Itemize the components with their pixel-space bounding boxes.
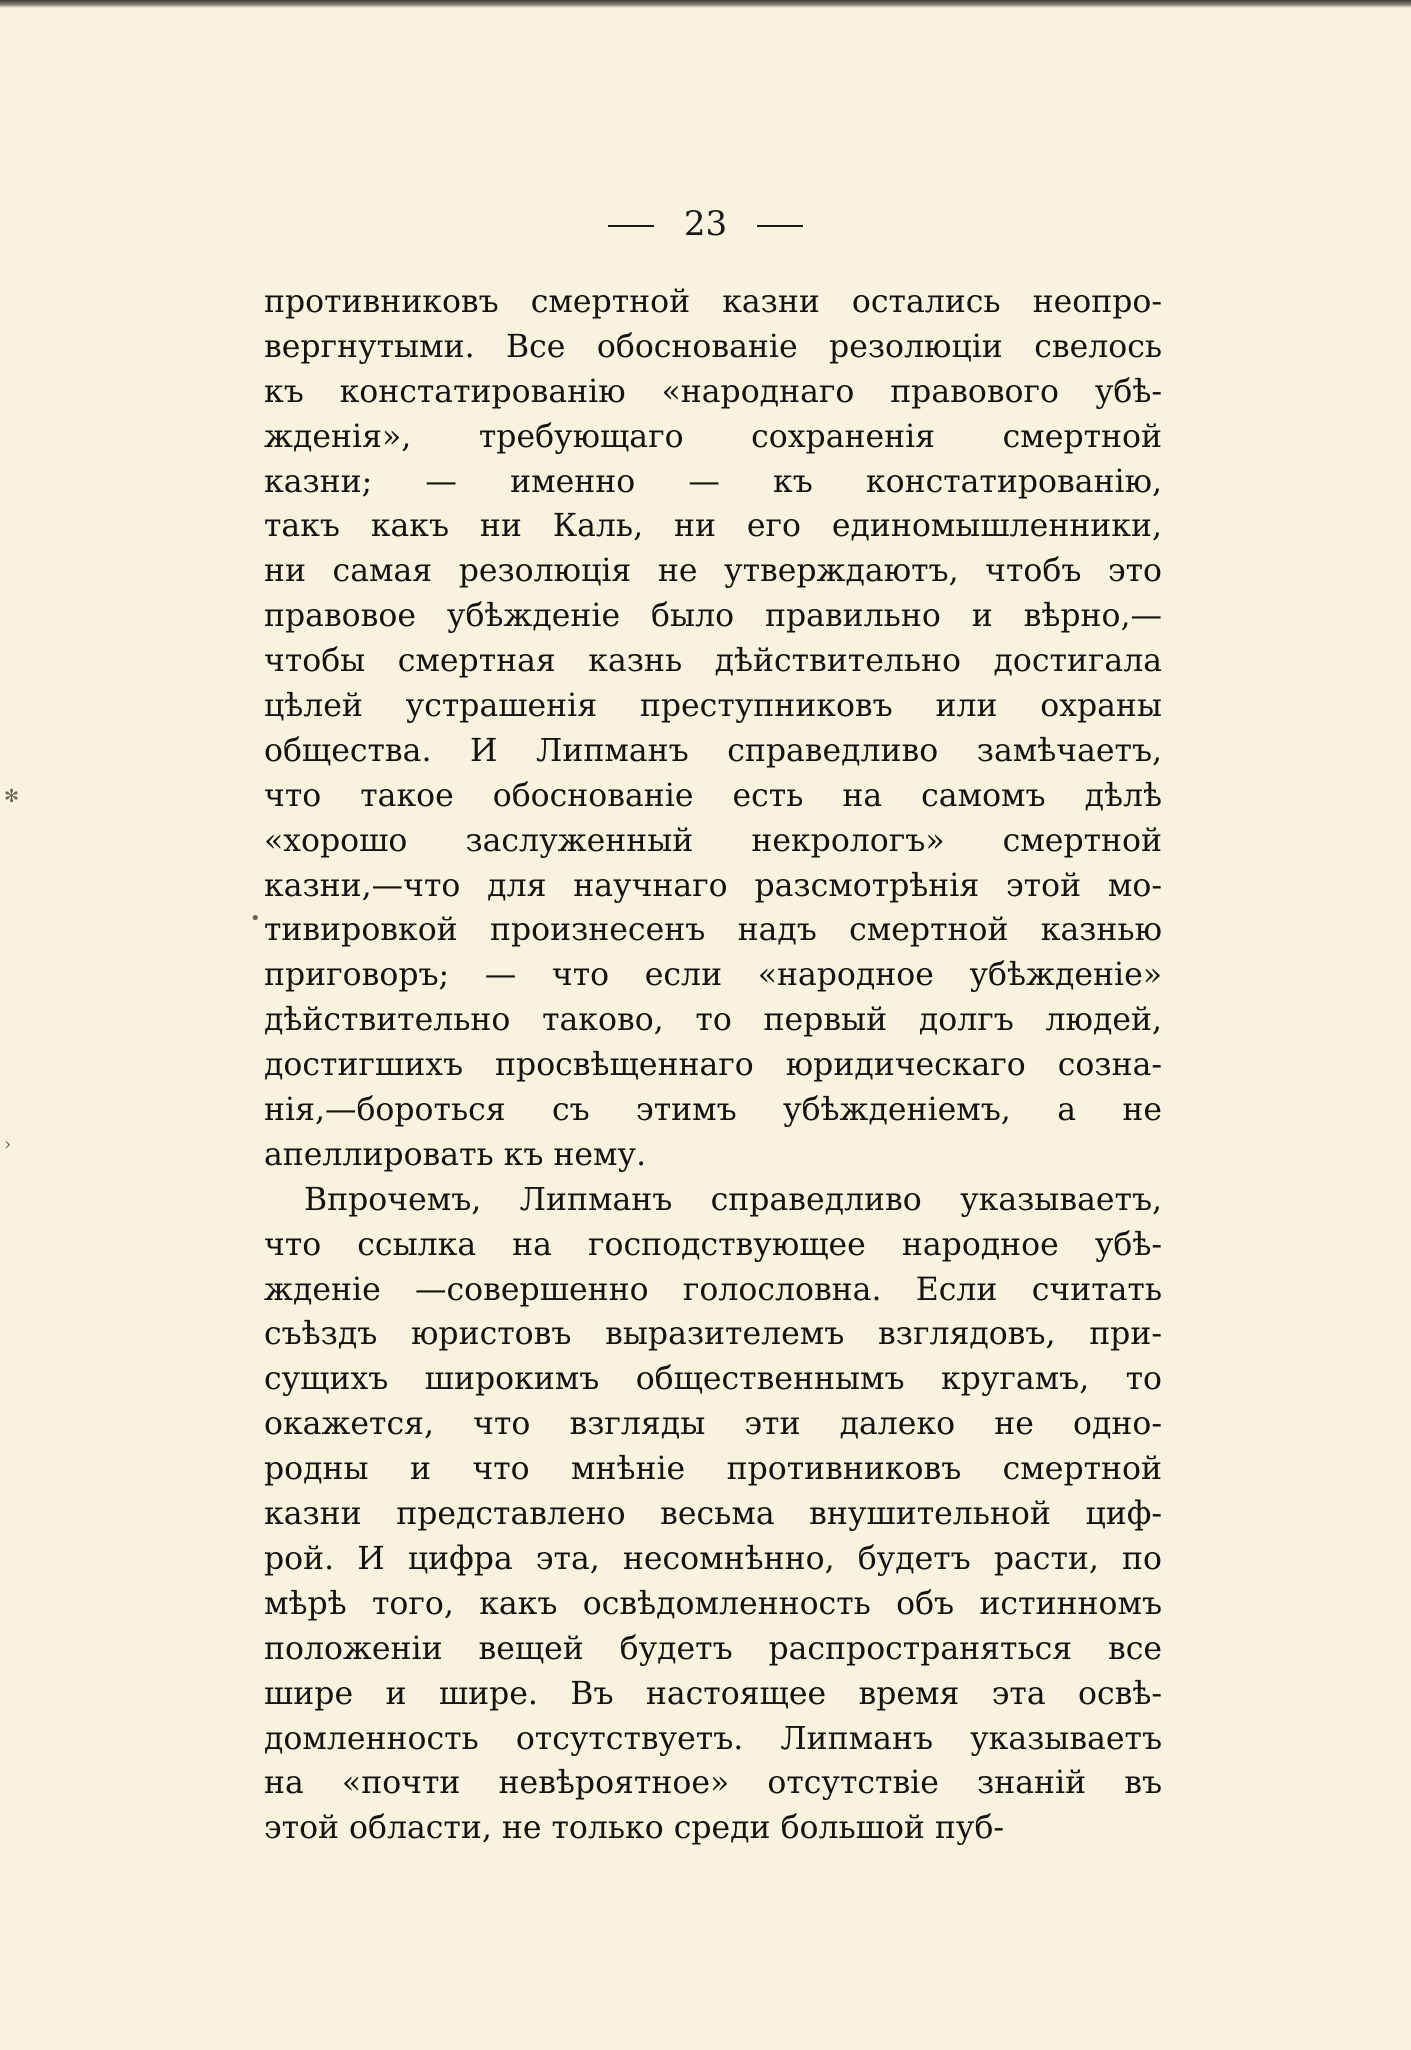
text-line: съѣздъ юристовъ выразителемъ взглядовъ, при- (264, 1316, 1162, 1353)
text-line: шире и шире. Въ настоящее время эта освѣ- (264, 1675, 1162, 1712)
text-line: ни самая резолюція не утверждаютъ, чтобъ это (264, 553, 1162, 590)
text-line: тивировкой произнесенъ надъ смертной казнью (264, 912, 1162, 949)
text-line: Впрочемъ, Липманъ справедливо указываетъ, (304, 1181, 1162, 1218)
text-line: «хорошо заслуженный некрологъ» смертной (264, 822, 1162, 859)
text-line: достигшихъ просвѣщеннаго юридическаго созна- (264, 1047, 1162, 1084)
text-line: на «почти невѣроятное» отсутствіе знаній въ (264, 1765, 1162, 1802)
text-line: къ констатированію «народнаго правового убѣ- (264, 373, 1162, 410)
text-line: казни; — именно — къ констатированію, (264, 463, 1162, 500)
text-line: мѣрѣ того, какъ освѣдомленность объ истинномъ (264, 1585, 1162, 1622)
text-line: противниковъ смертной казни остались неопро- (264, 284, 1162, 320)
page-number-header (0, 198, 1411, 250)
body-text (264, 280, 1162, 1851)
text-line: рой. И цифра эта, несомнѣнно, будетъ расти, по (264, 1540, 1162, 1577)
text-line: такъ какъ ни Каль, ни его единомышленники, (264, 508, 1162, 545)
text-line: казни представлено весьма внушительной циф- (264, 1496, 1162, 1533)
text-line: правовое убѣжденіе было правильно и вѣрно,— (264, 598, 1162, 635)
text-line: вергнутыми. Все обоснованіе резолюціи свелось (264, 328, 1162, 365)
text-line: родны и что мнѣніе противниковъ смертной (264, 1451, 1162, 1488)
text-line: жденія», требующаго сохраненія смертной (264, 418, 1162, 455)
margin-dot: • (250, 908, 261, 929)
text-line: казни,—что для научнаго разсмотрѣнія этой мо- (264, 867, 1162, 904)
text-line: сущихъ широкимъ общественнымъ кругамъ, то (264, 1361, 1162, 1398)
page-number: 23 (683, 204, 728, 244)
text-line: дѣйствительно таково, то первый долгъ людей, (264, 1002, 1162, 1039)
right-dash (757, 225, 803, 227)
text-line: приговоръ; — что если «народное убѣжденіе» (264, 957, 1162, 994)
paragraph (264, 280, 1162, 1178)
text-line: этой области, не только среди большой пуб- (264, 1810, 1005, 1847)
text-line: что такое обоснованіе есть на самомъ дѣлѣ (264, 777, 1162, 814)
text-line: жденіе —совершенно голословна. Если считать (264, 1271, 1162, 1308)
text-line: общества. И Липманъ справедливо замѣчаетъ, (264, 732, 1162, 769)
left-dash (608, 225, 654, 227)
text-line: нія,—бороться съ этимъ убѣжденіемъ, а не (264, 1092, 1162, 1129)
text-line: цѣлей устрашенія преступниковъ или охраны (264, 688, 1162, 725)
text-line: домленность отсутствуетъ. Липманъ указываетъ (264, 1720, 1162, 1757)
text-line: апеллировать къ нему. (264, 1136, 647, 1173)
text-line: положеніи вещей будетъ распространяться все (264, 1630, 1162, 1667)
margin-tick: › (4, 1134, 12, 1155)
text-line: чтобы смертная казнь дѣйствительно достигала (264, 643, 1162, 680)
paragraph (264, 1178, 1162, 1851)
text-line: окажется, что взгляды эти далеко не одно- (264, 1406, 1162, 1443)
margin-mark: ✻ (4, 786, 20, 807)
text-line: что ссылка на господствующее народное убѣ- (264, 1226, 1162, 1263)
